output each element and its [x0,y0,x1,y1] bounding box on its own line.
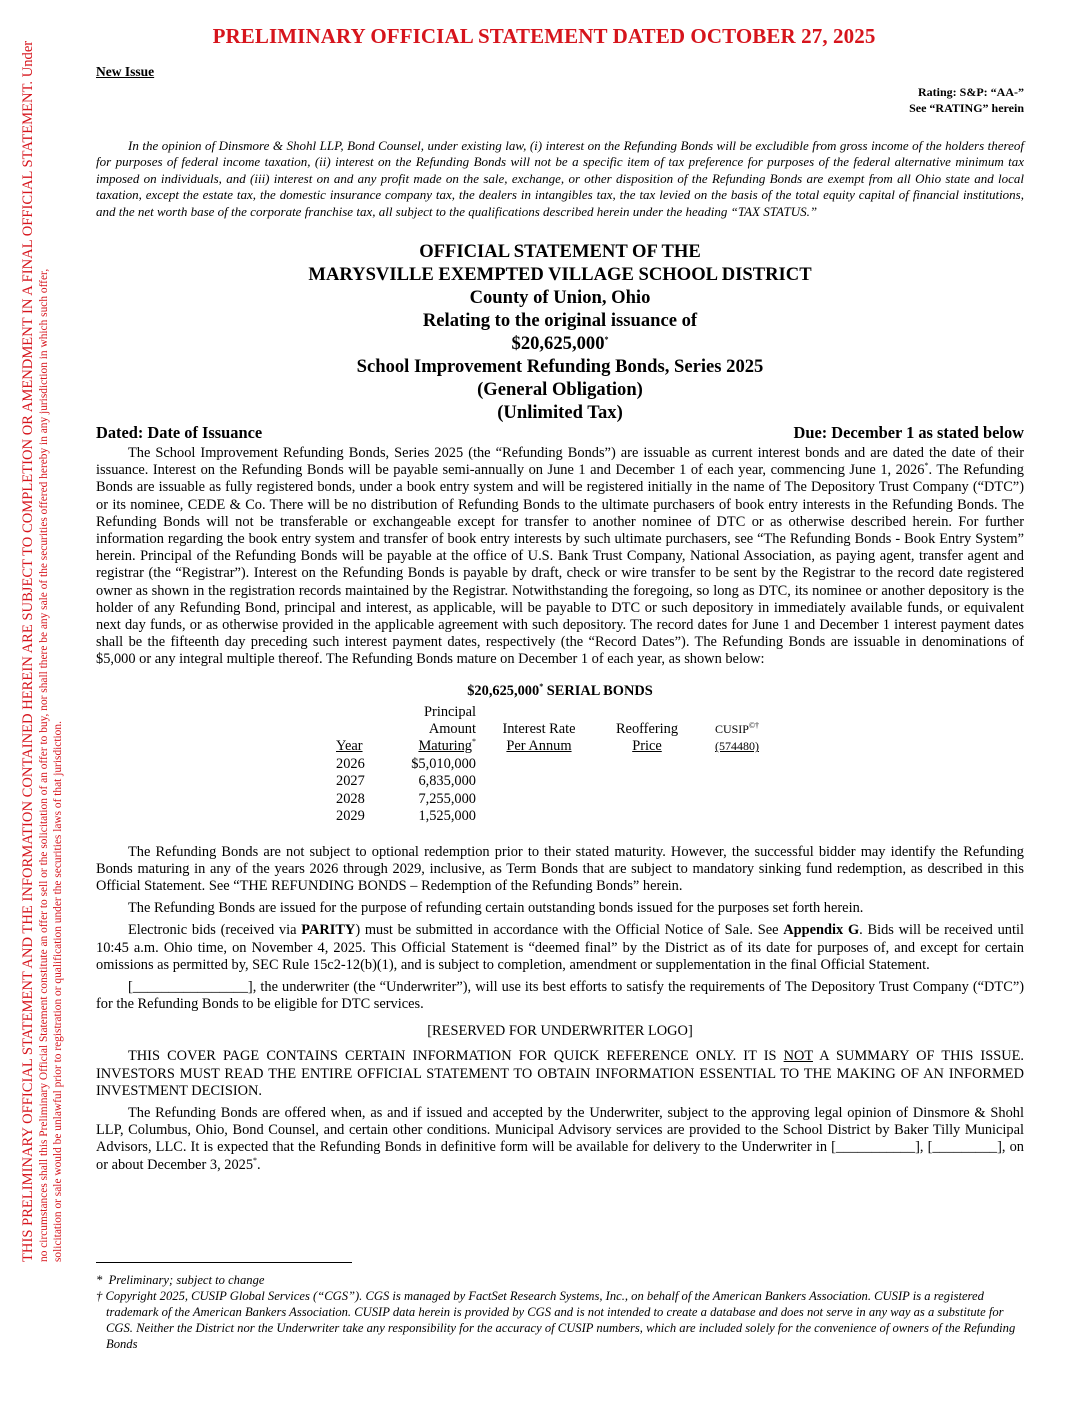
principal-amount: $5,010,000 [411,755,476,772]
year-header: Year [336,738,363,755]
due-label: Due: December 1 as stated below [793,423,1024,443]
issue-amount: $20,625,000* [511,333,609,355]
title-line-1: OFFICIAL STATEMENT OF THE [419,241,701,263]
document-body [96,64,1024,1174]
appendix-g-reference: Appendix G [783,922,860,939]
cusip-header: CUSIP©† (574480) [714,721,760,754]
asterisk-mark: * [924,461,929,471]
side-disclaimer-line1: THIS PRELIMINARY OFFICIAL STATEMENT AND THE INFORMATION CONTAINED HEREIN ARE SUBJECT TO COMPLETION OR AMENDMENT IN A FINAL OFFICIAL STATEMENT. Under [20,40,36,1262]
county-line: County of Union, Ohio [469,287,651,309]
maturity-year: 2029 [336,808,365,825]
rating-line: Rating: S&P: “AA-” [918,85,1024,99]
side-disclaimer-line2: no circumstances shall this Preliminary Official Statement constitute an offer to sell or the solicitation of an offer to buy, nor shall there be any sale of the securities offered hereby in any jurisdiction in which such offer, [38,268,50,1262]
parity-label: PARITY [301,922,356,939]
interest-rate-header: Interest Rate Per Annum [502,721,576,755]
table-row [336,773,782,790]
dated-due-row [96,423,1024,443]
schedule-header-row [336,704,782,756]
tax-opinion-paragraph: In the opinion of Dinsmore & Shohl LLP, Bond Counsel, under existing law, (i) interest on the Refunding Bonds will be excludible from gross income of the holders thereof for purposes of federal income taxation, (ii) interest on the Refunding Bonds will not be a specific item of tax preference for purposes of the federal alternative minimum tax imposed on individuals, and (iii) interest on and any profit made on the sale, exchange, or other disposition of the Refunding Bonds are exempt from all Ohio state and local taxation, except the estate tax, the domestic insurance company tax, the dealers in intangibles tax, the tax levied on the basis of the total equity capital of financial institutions, and the net worth base of the corporate franchise tax, all subject to the qualifications described herein under the heading “TAX STATUS.” [96,138,1024,219]
title-block [96,240,1024,424]
asterisk-mark: * [253,1155,258,1165]
preliminary-banner: PRELIMINARY OFFICIAL STATEMENT DATED OCTOBER 27, 2025 [212,24,876,48]
principal-amount: 1,525,000 [418,808,476,825]
underwriter-logo-placeholder: [RESERVED FOR UNDERWRITER LOGO] [427,1023,693,1040]
underwriter-paragraph: [________________], the underwriter (the “Underwriter”), will use its best efforts to satisfy the requirements of The Depository Trust Company (“DTC”) for the Refunding Bonds to be eligible for DTC services. [96,978,1024,1013]
footnotes [96,1272,1020,1352]
asterisk-mark: * [604,334,609,344]
dated-label: Dated: Date of Issuance [96,423,263,443]
offering-paragraph: The Refunding Bonds are offered when, as and if issued and accepted by the Underwriter, subject to the approving legal opinion of Dinsmore & Shohl LLP, Columbus, Ohio, Bond Counsel, and certain other conditions. Municipal Advisory services are provided to the School District by Baker Tilly Municipal Advisors, LLC. It is expected that the Refunding Bonds in definitive form will be available for delivery to the Underwriter in [___________], [_________], on or about December 3, 2025*. [96,1104,1024,1173]
principal-header: Principal Amount Maturing* [418,703,476,755]
maturity-year: 2027 [336,773,365,790]
unlimited-tax-line: (Unlimited Tax) [497,402,623,424]
maturity-year: 2026 [336,755,365,772]
redemption-paragraph: The Refunding Bonds are not subject to optional redemption prior to their stated maturity. However, the successful bidder may identify the Refunding Bonds maturing in any of the years 2026 through 2029, inclusive, as Term Bonds that are subject to mandatory sinking fund redemption, as described in this Official Statement. See “THE REFUNDING BONDS – Redemption of the Refunding Bonds” herein. [96,843,1024,894]
side-disclaimer [20,2,65,1262]
footnote-preliminary: * Preliminary; subject to change [96,1273,265,1287]
maturity-year: 2028 [336,790,365,807]
district-name: MARYSVILLE EXEMPTED VILLAGE SCHOOL DISTRICT [308,264,812,286]
rating-block [96,84,1024,116]
maturity-schedule-table [336,704,782,826]
new-issue-label: New Issue [96,64,155,79]
bond-series-name: School Improvement Refunding Bonds, Series 2025 [356,356,764,378]
issuance-line: Relating to the original issuance of [422,310,698,332]
principal-amount: 7,255,000 [418,790,476,807]
intro-paragraph: The School Improvement Refunding Bonds, Series 2025 (the “Refunding Bonds”) are issuable as current interest bonds and are dated the date of their issuance. Interest on the Refunding Bonds will be payable semi-annually on June 1 and December 1 of each year, commencing June 1, 2026*. The Refunding Bonds are issuable as fully registered bonds, under a book entry system and will be registered initially in the name of The Depository Trust Company (“DTC”) or its nominee, CEDE & Co. There will be no distribution of Refunding Bonds to the ultimate purchasers of book entry interests in the Refunding Bonds. The Refunding Bonds will not be transferable or exchangeable except for transfer to another nominee of DTC or as otherwise described herein. For further information regarding the book entry system and transfer of book entry interests by such ultimate purchasers, see “The Refunding Bonds - Book Entry System” herein. Principal of the Refunding Bonds will be payable at the office of U.S. Bank Trust Company, National Association, as paying agent, transfer agent and registrar (the “Registrar”). Interest on the Refunding Bonds is payable by draft, check or wire transfer to be sent by the Registrar to the record date registered owner as shown in the registration records maintained by the Registrar. Notwithstanding the foregoing, so long as DTC, its nominee or another depository is the holder of any Refunding Bond, principal and interest, as applicable, will be payable to DTC or such depository in immediately available funds, or equivalent next day funds, or as otherwise provided in the applicable agreement with such depository. The record dates for June 1 and December 1 interest payment dates shall be the fifteenth day preceding such interest payment dates, respectively (the “Record Dates”). The Refunding Bonds are issuable in denominations of $5,000 or any integral multiple thereof. The Refunding Bonds mature on December 1 of each year, as shown below: [96,445,1024,668]
asterisk-mark: * [539,681,544,691]
general-obligation-line: (General Obligation) [477,379,643,401]
reoffering-price-header: Reoffering Price [615,721,679,755]
purpose-paragraph: The Refunding Bonds are issued for the purpose of refunding certain outstanding bonds issued for the purposes set forth herein. [128,900,864,917]
schedule-title: $20,625,000* SERIAL BONDS [467,681,653,699]
bids-paragraph: Electronic bids (received via PARITY) must be submitted in accordance with the Official Notice of Sale. See Appendix G. Bids will be received until 10:45 a.m. Ohio time, on November 4, 2025. This Official Statement is “deemed final” by the District as of its date for purposes of, and except for certain omissions as permitted by, SEC Rule 15c2-12(b)(1), and is subject to completion, amendment or supplementation in the final Official Statement. [96,922,1024,973]
footnote-cusip-copyright: † Copyright 2025, CUSIP Global Services (“CGS”). CGS is managed by FactSet Research Systems, Inc., on behalf of the American Bankers Association. CUSIP is a registered trademark of the American Bankers Association. CUSIP data herein is provided by CGS and is not intended to create a database and does not serve in any way as a substitute for CGS. Neither the District nor the Underwriter take any responsibility for the accuracy of CUSIP numbers, which are included solely for the convenience of owners of the Refunding Bonds [96,1289,1016,1351]
table-row [336,791,782,808]
cover-notice-paragraph: THIS COVER PAGE CONTAINS CERTAIN INFORMATION FOR QUICK REFERENCE ONLY. IT IS NOT A SUMMARY OF THIS ISSUE. INVESTORS MUST READ THE ENTIRE OFFICIAL STATEMENT TO OBTAIN INFORMATION ESSENTIAL TO THE MAKING OF AN INFORMED INVESTMENT DECISION. [96,1048,1025,1099]
principal-amount: 6,835,000 [418,773,476,790]
table-row [336,808,782,825]
footnote-divider [96,1262,352,1263]
rating-reference: See “RATING” herein [909,101,1024,115]
table-row [336,756,782,773]
side-disclaimer-line3: solicitation or sale would be unlawful prior to registration or qualification under the securities laws of that jurisdiction. [52,721,64,1262]
